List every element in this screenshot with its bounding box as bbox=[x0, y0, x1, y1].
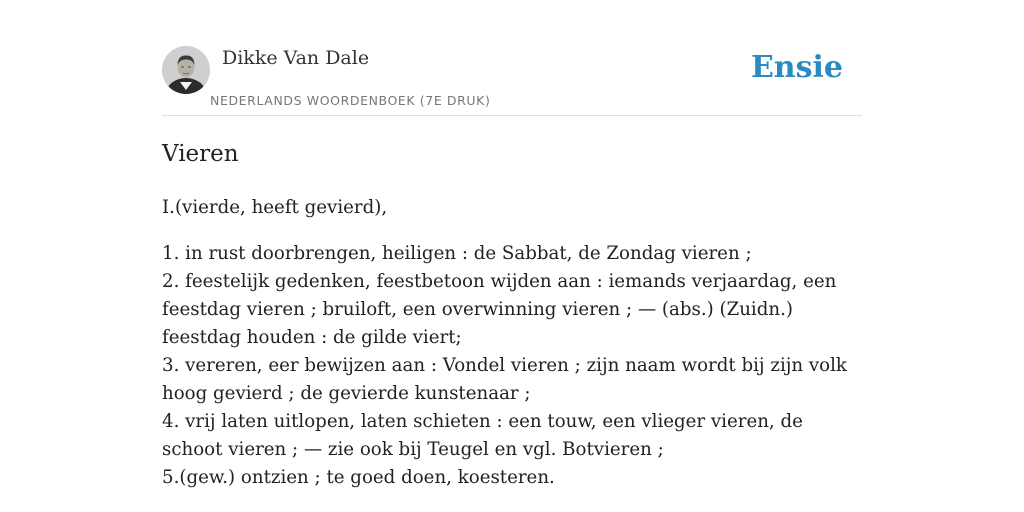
sense-item: 4. vrij laten uitlopen, laten schieten : een touw, een vlieger vieren, de schoot vieren ; — zie ook bij Teugel en vgl. Botvieren ; bbox=[162, 411, 803, 460]
sense-item: 1. in rust doorbrengen, heiligen : de Sabbat, de Zondag vieren ; bbox=[162, 243, 752, 264]
ensie-logo-link[interactable]: Ensie bbox=[750, 50, 843, 85]
source-name[interactable]: NEDERLANDS WOORDENBOEK (7E DRUK) bbox=[210, 93, 491, 108]
author-portrait-icon[interactable] bbox=[162, 46, 210, 94]
entry-senses bbox=[162, 240, 864, 492]
sense-item: 2. feestelijk gedenken, feestbetoon wijden aan : iemands verjaardag, een feestdag vieren ; bruiloft, een overwinning vieren ; — (abs.) (Zuidn.) feestdag houden : de gilde viert; bbox=[162, 271, 837, 348]
entry-definition bbox=[162, 194, 864, 492]
sense-item: 5.(gew.) ontzien ; te goed doen, koesteren. bbox=[162, 467, 555, 488]
entry-grammar: I.(vierde, heeft gevierd), bbox=[162, 197, 388, 218]
author-name[interactable]: Dikke Van Dale bbox=[222, 47, 370, 69]
entry-term: Vieren bbox=[162, 141, 239, 167]
sense-item: 3. vereren, eer bewijzen aan : Vondel vieren ; zijn naam wordt bij zijn volk hoog gevierd ; de gevierde kunstenaar ; bbox=[162, 355, 847, 404]
source-header bbox=[162, 44, 862, 116]
